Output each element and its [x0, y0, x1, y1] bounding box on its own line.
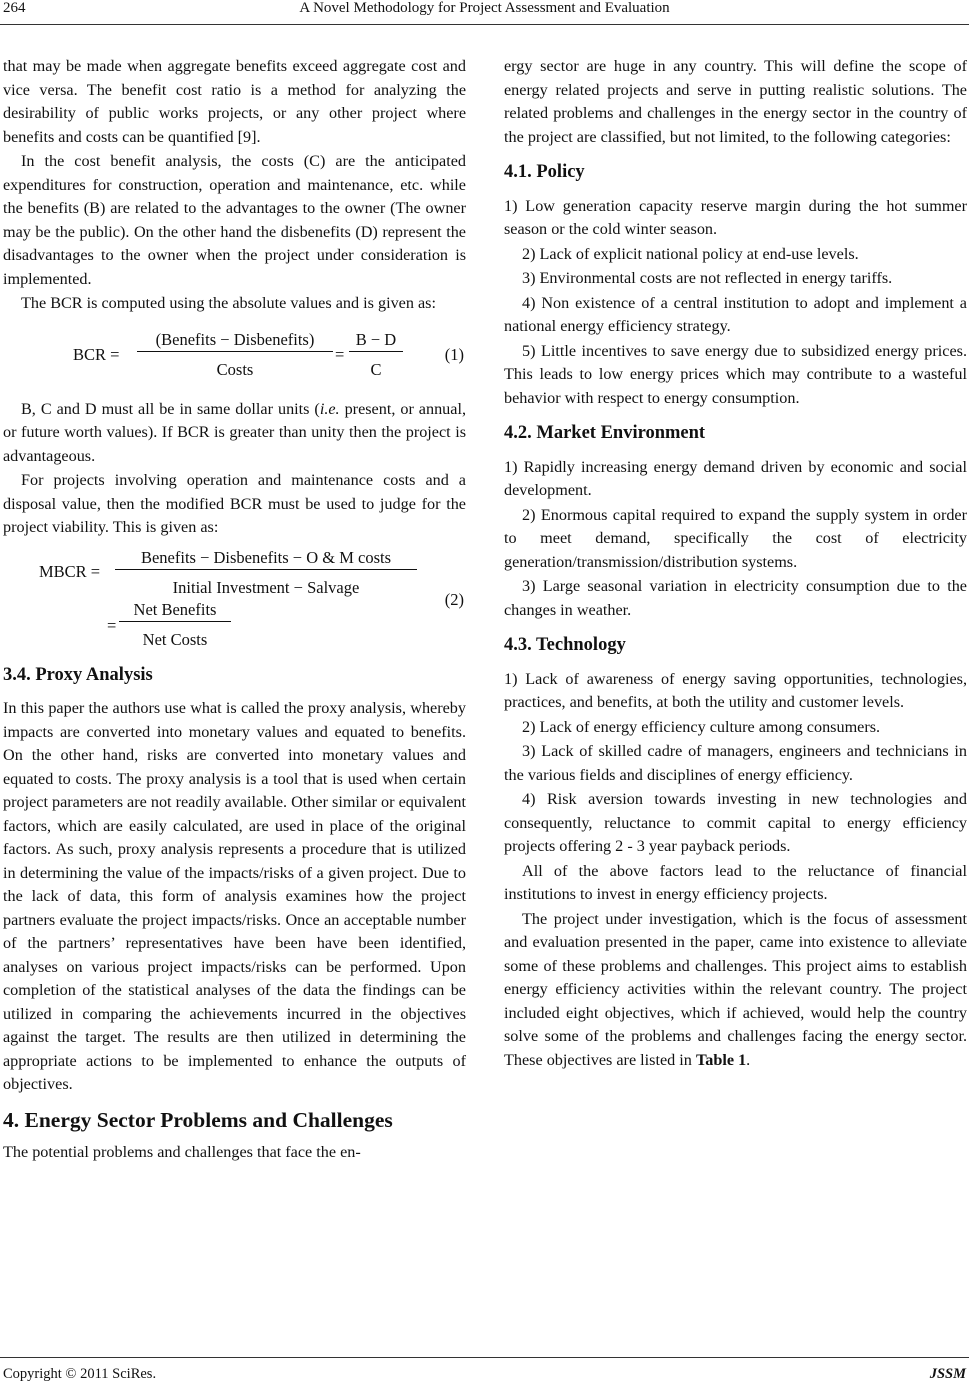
equation-fraction [119, 598, 231, 652]
table-reference-link[interactable]: Table 1 [695, 1050, 747, 1069]
paragraph [504, 908, 967, 1073]
equation-fraction [115, 546, 417, 600]
text: B, C and D must all be in same dollar units ( [21, 399, 320, 418]
numerator: Net Benefits [133, 599, 217, 619]
paragraph [3, 398, 466, 469]
equation-number: (1) [444, 344, 464, 364]
equation-lhs: MBCR = [39, 561, 101, 581]
list-item: 5) Little incentives to save energy due to subsidized energy prices. This leads to low energy prices which may contribute to a wasteful behavior with respect to energy consumption. [504, 341, 967, 407]
numerator: (Benefits − Disbenefits) [155, 329, 315, 349]
equation-fraction [349, 328, 403, 382]
paragraph: that may be made when aggregate benefits exceed aggregate cost and vice versa. The benefit cost ratio is a method for analyzing the desirability of public works projects, or any other project where benefits and costs can be quantified [9]. [3, 57, 466, 146]
list-item: 1) Rapidly increasing energy demand driven by economic and social development. [504, 457, 967, 499]
list-item: 4) Risk aversion towards investing in new technologies and consequently, reluctance to commit capital to energy efficiency projects offering 2 - 3 year payback periods. [504, 790, 967, 855]
denominator: Costs [137, 351, 333, 382]
list-item: 3) Lack of skilled cadre of managers, engineers and technicians in the various fields and disciplines of energy efficiency. [504, 742, 967, 784]
italic-text: i.e. [319, 399, 340, 418]
text: The project under investigation, which is the focus of assessment and evaluation presented in the paper, came into existence to alleviate some of these problems and challenges. This project aims to establish energy efficiency activities within the relevant country. The project included eight objectives, which if achieved, would help the country solve some of the problems and challenges facing the energy sector. These objectives are listed in [504, 909, 967, 1069]
left-column [3, 55, 466, 1166]
text: present, or annual, or future worth values). If BCR is greater than unity then the project is advantageous. [3, 399, 466, 465]
page-header [0, 0, 969, 22]
paragraph: All of the above factors lead to the reluctance of financial institutions to invest in energy efficiency projects. [504, 861, 967, 903]
list-item: 4) Non existence of a central institution to adopt and implement a national energy efficiency strategy. [504, 293, 967, 335]
section-heading: 4.2. Market Environment [504, 423, 706, 443]
denominator: Initial Investment − Salvage [115, 569, 417, 600]
equation-fraction [137, 328, 333, 382]
paragraph: The potential problems and challenges that face the en- [3, 1143, 361, 1161]
section-heading: 4. Energy Sector Problems and Challenges [3, 1107, 393, 1132]
text: . [746, 1050, 751, 1069]
copyright-notice: Copyright © 2011 SciRes. [3, 1366, 157, 1382]
equation-2 [3, 548, 466, 652]
section-heading: 4.3. Technology [504, 635, 626, 655]
paragraph: In this paper the authors use what is called the proxy analysis, whereby impacts are converted into monetary values and equated to benefits. On the other hand, risks are converted into monetary values and equated to costs. The proxy analysis is a tool that is used when certain project parameters are not readily available. Other similar or equivalent factors, which are easily calculated, are used in place of the original factors. As such, proxy analysis represents a procedure that is utilized in determining the value of the impacts/risks of a given project. Due to the lack of data, this form of analysis examines how the project partners evaluate the project impacts/risks. Once an acceptable number of the partners’ representatives have been have been identified, analyses on various project impacts/risks can be performed. Upon completion of the statistical analyses of the data the findings can be utilized in comparing the achievements incurred in the objectives against the target. The results are then utilized in determining the appropriate actions to be implemented to enhance the outputs of objectives. [3, 699, 466, 1093]
equals-sign: = [335, 344, 345, 364]
denominator: Net Costs [119, 621, 231, 652]
equals-sign: = [107, 615, 117, 635]
equation-number: (2) [444, 589, 464, 609]
running-title: A Novel Methodology for Project Assessment and Evaluation [299, 0, 670, 16]
header-rule [0, 24, 969, 25]
list-item: 2) Enormous capital required to expand the supply system in order to meet demand, specifically the cost of electricity generation/transmission/distribution systems. [504, 505, 967, 571]
section-heading: 3.4. Proxy Analysis [3, 664, 153, 685]
journal-abbreviation: JSSM [929, 1366, 966, 1382]
numerator: B − D [355, 329, 397, 349]
paragraph: ergy sector are huge in any country. This will define the scope of energy related projects and serve in putting realistic solutions. The related problems and challenges in the energy sector in the country of the project are classified, but not limited, to the following categories: [504, 57, 967, 146]
equation-lhs: BCR = [73, 344, 120, 364]
equation-1 [3, 322, 466, 390]
right-column [504, 55, 967, 1073]
denominator: C [349, 351, 403, 382]
list-item: 1) Low generation capacity reserve margin during the hot summer season or the cold winter season. [504, 196, 967, 238]
paragraph: The BCR is computed using the absolute values and is given as: [21, 294, 436, 312]
numerator: Benefits − Disbenefits − O & M costs [140, 547, 392, 567]
footer-rule [0, 1357, 969, 1358]
page-number: 264 [3, 0, 26, 16]
list-item: 2) Lack of energy efficiency culture among consumers. [522, 717, 881, 736]
list-item: 3) Large seasonal variation in electricity consumption due to the changes in weather. [504, 577, 967, 619]
paragraph: For projects involving operation and maintenance costs and a disposal value, then the modified BCR must be used to judge for the project viability. This is given as: [3, 471, 466, 536]
list-item: 1) Lack of awareness of energy saving opportunities, technologies, practices, and benefits, at both the utility and customer levels. [504, 669, 967, 711]
paragraph: In the cost benefit analysis, the costs (C) are the anticipated expenditures for construction, operation and maintenance, etc. while the benefits (B) are related to the advantages to the owner (The owner may be the public). On the other hand the disbenefits (D) represent the disadvantages to the owner when the project under consideration is implemented. [3, 152, 466, 288]
section-heading: 4.1. Policy [504, 162, 585, 182]
list-item: 2) Lack of explicit national policy at end-use levels. [522, 244, 859, 263]
list-item: 3) Environmental costs are not reflected in energy tariffs. [522, 269, 893, 287]
